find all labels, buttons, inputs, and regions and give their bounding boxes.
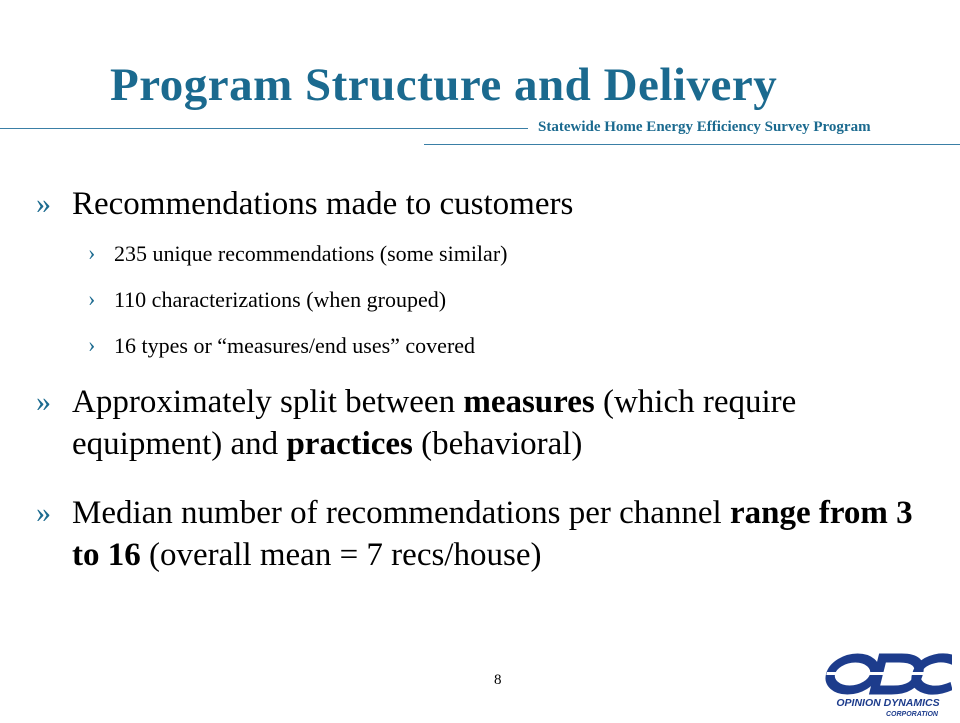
- sub-bullet-unique-recommendations: [88, 240, 894, 268]
- title-divider-bottom: [424, 144, 960, 145]
- bullet-text-bold-measures: measures: [463, 384, 595, 420]
- odc-logo-icon: [818, 652, 952, 718]
- bullet-text-part: (which require equipment) and: [72, 384, 797, 462]
- title-divider-top: [0, 128, 528, 129]
- logo-line-2: CORPORATION: [886, 711, 938, 718]
- sub-bullet-characterizations: [88, 286, 894, 314]
- slide-subtitle: Statewide Home Energy Efficiency Survey Program: [538, 119, 871, 135]
- bullet-recommendations: [36, 183, 932, 225]
- bullet-text-part: (behavioral): [412, 426, 583, 462]
- bullet-median-recommendations: [36, 492, 932, 576]
- slide-title: Program Structure and Delivery: [110, 59, 778, 111]
- bullet-marker: »: [36, 187, 51, 220]
- bullet-text-part: Approximately split between: [72, 384, 464, 420]
- bullet-text: Recommendations made to customers: [72, 186, 574, 222]
- bullet-text-bold-practices: practices: [286, 426, 413, 462]
- bullet-measures-practices: [36, 381, 932, 465]
- sub-bullet-types: [88, 332, 894, 360]
- sub-bullet-marker: ›: [88, 332, 96, 357]
- bullet-marker: »: [36, 496, 51, 529]
- bullet-text-part: Median number of recommendations per channel: [72, 495, 730, 531]
- bullet-marker: »: [36, 385, 51, 418]
- sub-bullet-text: 110 characterizations (when grouped): [114, 287, 447, 312]
- sub-bullet-text: 235 unique recommendations (some similar): [114, 241, 508, 266]
- logo-line-1: OPINION DYNAMICS: [836, 697, 940, 709]
- bullet-text-part: (overall mean = 7 recs/house): [140, 537, 542, 573]
- page-number: 8: [494, 672, 502, 688]
- sub-bullet-text: 16 types or “measures/end uses” covered: [114, 333, 476, 358]
- company-logo: [818, 652, 952, 718]
- sub-bullet-marker: ›: [88, 240, 96, 265]
- bullet-text-bold-range: range from 3 to 16: [72, 495, 913, 573]
- sub-bullet-marker: ›: [88, 286, 96, 311]
